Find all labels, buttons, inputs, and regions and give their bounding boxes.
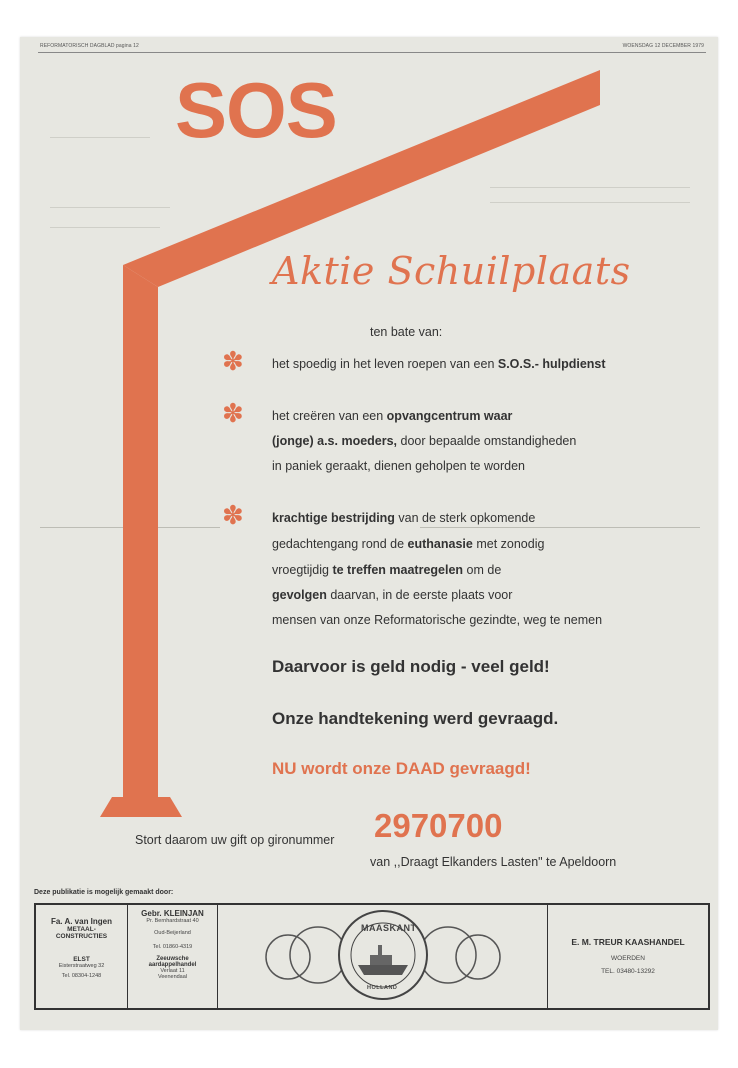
giro-number: 2970700 <box>374 807 503 844</box>
brand-name: MAASKANT <box>361 923 417 933</box>
sponsor-sub: CONSTRUCTIES <box>55 933 108 940</box>
bold-text: gevolgen <box>272 588 327 602</box>
bullet3-line5: mensen van onze Reformatorische gezindte, weg te nemen <box>272 613 603 627</box>
sponsor-phone: TEL. 03480-13292 <box>601 968 655 975</box>
bold-text: (jonge) a.s. moeders, <box>272 434 398 448</box>
sponsor-sub: METAAL- <box>67 926 96 933</box>
sponsor-name: E. M. TREUR KAASHANDEL <box>571 937 685 947</box>
bullet1-text: het spoedig in het leven roepen van een <box>272 357 498 371</box>
sponsor-place: ELST <box>73 956 90 963</box>
bullet3-line2 <box>272 537 544 551</box>
bullet3-line3 <box>272 563 501 577</box>
bold-text: euthanasie <box>407 537 473 551</box>
sponsor-address: Pr. Bernhardstraat 40 <box>146 918 199 924</box>
brand-country: HOLLAND <box>367 985 398 991</box>
newspaper-page <box>20 37 718 1030</box>
bullet3-line4 <box>272 588 512 602</box>
deed-statement: NU wordt onze DAAD gevraagd! <box>272 759 531 778</box>
sponsor-place: Oud-Beijerland <box>154 930 191 936</box>
text: daarvan, in de eerste plaats voor <box>326 588 513 602</box>
money-statement: Daarvoor is geld nodig - veel geld! <box>272 657 550 676</box>
ship-seal-icon <box>218 905 548 1008</box>
sponsor-address: Verlaat 11 <box>160 968 185 974</box>
page-header-right: WOENSDAG 12 DECEMBER 1979 <box>622 43 704 49</box>
sponsor-van-ingen <box>36 905 128 1008</box>
sponsor-label: Deze publikatie is mogelijk gemaakt door: <box>34 889 174 896</box>
sponsor-maaskant <box>218 905 548 1008</box>
ad-frame-graphic <box>20 37 718 1030</box>
sos-heading: SOS <box>175 66 337 154</box>
sponsor-phone: Tel. 08304-1248 <box>61 973 102 979</box>
bold-text: opvangcentrum waar <box>386 409 513 423</box>
bullet2-line3: in paniek geraakt, dienen geholpen te worden <box>272 459 525 473</box>
signature-statement: Onze handtekening werd gevraagd. <box>272 709 559 728</box>
sponsor-phone: Tel. 01860-4319 <box>152 944 193 950</box>
bullet1-bold: S.O.S.- hulpdienst <box>497 357 606 371</box>
text: om de <box>463 563 502 577</box>
sponsor-bar <box>34 903 710 1010</box>
bold-text: te treffen maatregelen <box>332 563 464 577</box>
ad-title: Aktie Schuilplaats <box>272 249 631 293</box>
bold-text: krachtige bestrijding <box>272 511 395 525</box>
sponsor-kleinjan <box>128 905 218 1008</box>
bullet3-line1 <box>272 511 535 525</box>
text: het creëren van een <box>272 409 387 423</box>
sponsor-place: Veenendaal <box>157 974 188 980</box>
sponsor-treur <box>548 905 708 1008</box>
bullet2-line2 <box>272 434 576 448</box>
sponsor-address: Eisterstraatweg 32 <box>58 963 105 969</box>
asterisk-icon: ✽ <box>222 347 244 377</box>
intro-text: ten bate van: <box>370 325 443 339</box>
bullet2-line1 <box>272 409 512 423</box>
recipient-text: van ,,Draagt Elkanders Lasten" te Apeldoorn <box>370 855 617 869</box>
sponsor-name: Fa. A. van Ingen <box>50 917 113 926</box>
asterisk-icon: ✽ <box>222 501 244 531</box>
text: gedachtengang rond de <box>272 537 408 551</box>
sponsor-name: Gebr. KLEINJAN <box>141 909 204 918</box>
frame-foot <box>100 797 182 817</box>
text: met zonodig <box>472 537 545 551</box>
asterisk-icon: ✽ <box>222 399 244 429</box>
frame-post <box>123 265 158 797</box>
page-header-left: REFORMATORISCH DAGBLAD pagina 12 <box>40 43 139 49</box>
sponsor-sub: Zeeuwsche <box>156 956 189 962</box>
donation-instruction: Stort daarom uw gift op gironummer <box>135 833 335 847</box>
sponsor-place: WOERDEN <box>611 955 645 962</box>
text: vroegtijdig <box>272 563 333 577</box>
text: van de sterk opkomende <box>394 511 536 525</box>
bullet1-line <box>272 357 606 371</box>
sponsor-sub: aardappelhandel <box>148 962 197 968</box>
text: door bepaalde omstandigheden <box>397 434 577 448</box>
